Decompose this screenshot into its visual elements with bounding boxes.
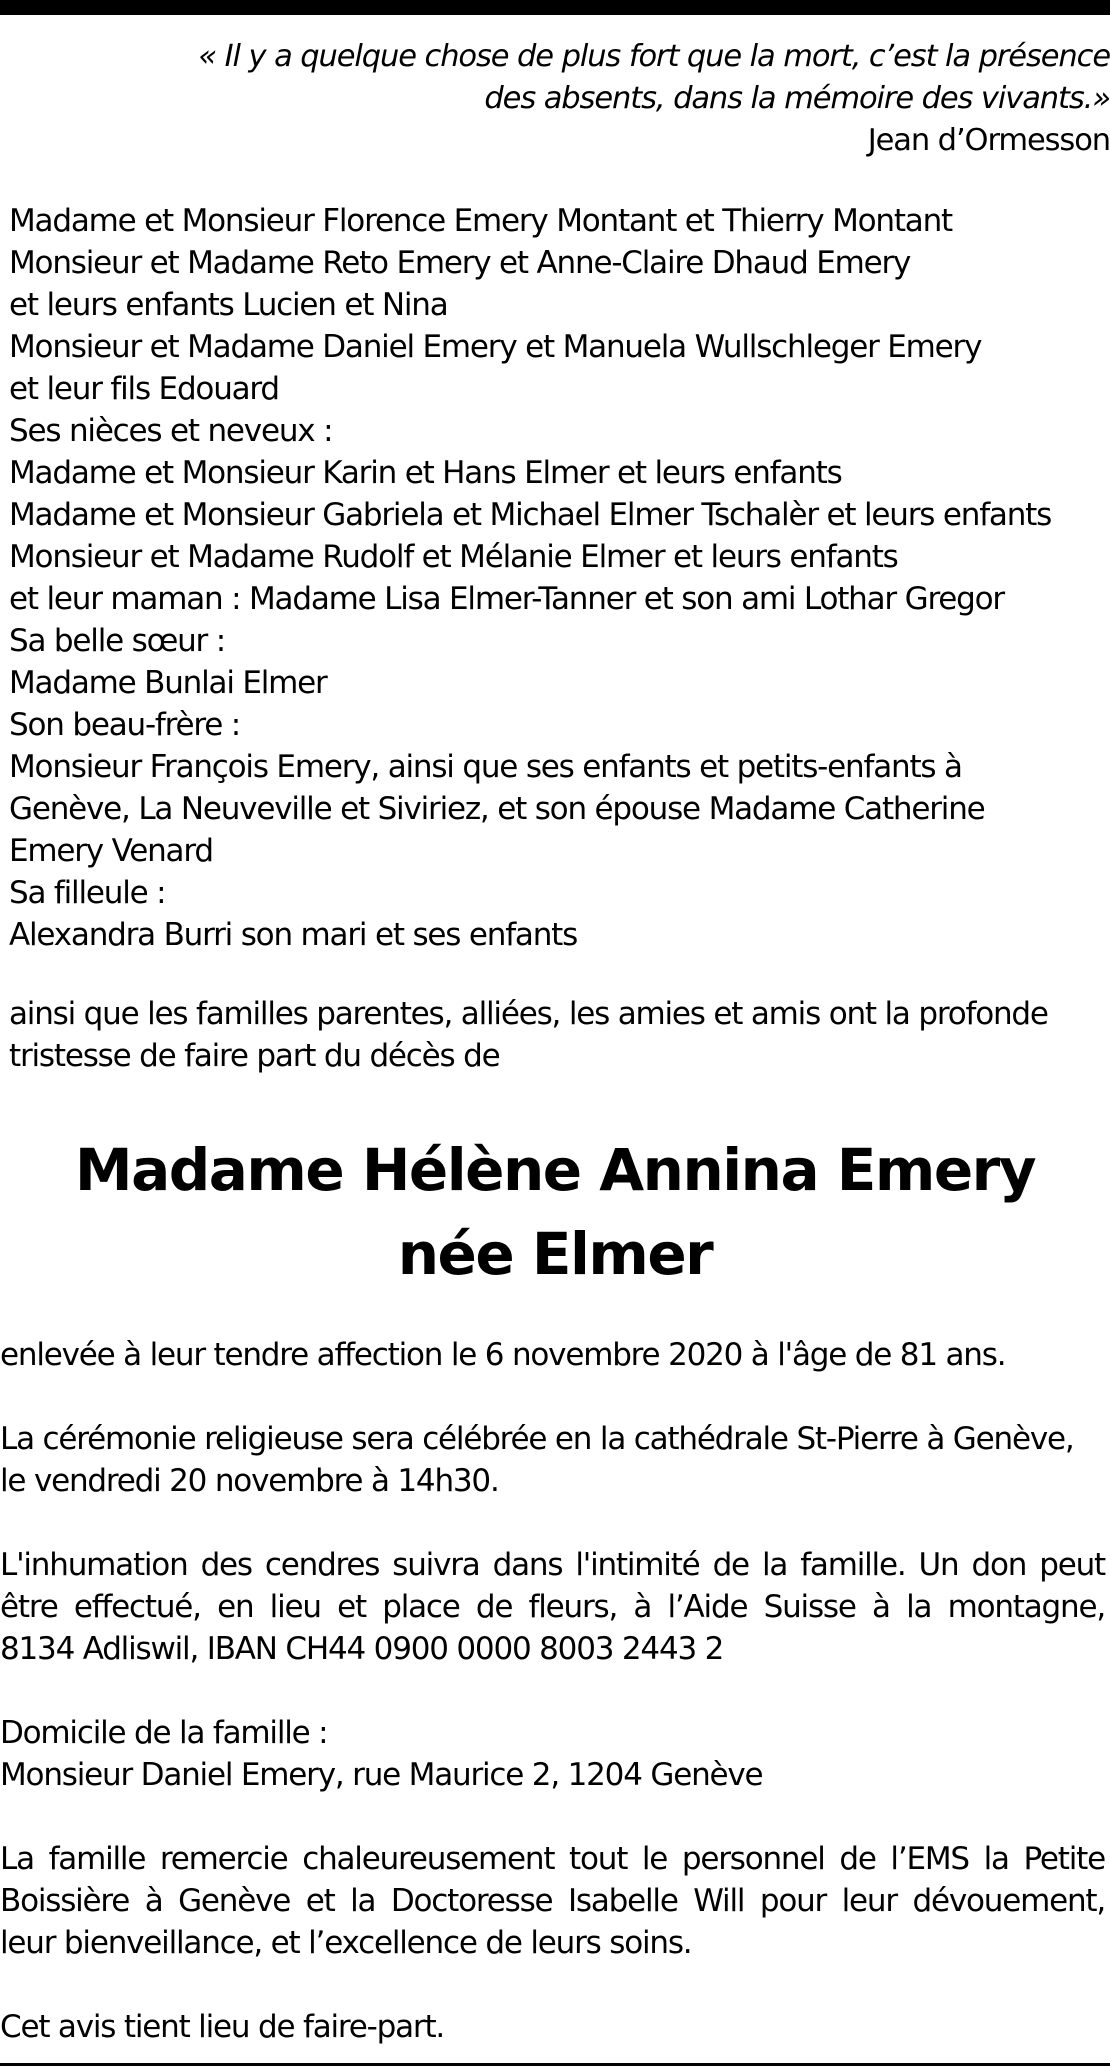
quote-line-1: « Il y a quelque chose de plus fort que la mort, c’est la présence: [198, 39, 1110, 74]
family-line: Monsieur et Madame Daniel Emery et Manuela Wullschleger Emery: [9, 329, 982, 365]
deceased-maiden-name: née Elmer: [397, 1220, 713, 1288]
ceremony-paragraph: [0, 1418, 1105, 1502]
domicile-address: Monsieur Daniel Emery, rue Maurice 2, 1204 Genève: [0, 1757, 763, 1793]
thanks-line-1: La famille remercie chaleureusement tout le personnel de l’EMS la Petite: [0, 1841, 1105, 1877]
burial-paragraph: [0, 1544, 1105, 1670]
deceased-heading: [0, 1128, 1110, 1296]
thanks-paragraph: [0, 1838, 1105, 1964]
family-line: Sa filleule :: [9, 875, 166, 911]
family-line: Madame et Monsieur Karin et Hans Elmer et leurs enfants: [9, 455, 842, 491]
family-line: Ses nièces et neveux :: [9, 413, 333, 449]
top-rule: [0, 0, 1110, 15]
family-list: [9, 200, 1104, 956]
thanks-line-2: Boissière à Genève et la Doctoresse Isabelle Will pour leur dévouement,: [0, 1883, 1105, 1919]
death-paragraph: [0, 1334, 1105, 1376]
family-line: et leurs enfants Lucien et Nina: [9, 287, 448, 323]
family-line: Son beau-frère :: [9, 707, 241, 743]
ceremony-line-1: La cérémonie religieuse sera célébrée en la cathédrale St-Pierre à Genève,: [0, 1421, 1074, 1457]
burial-line-2: être effectué, en lieu et place de fleurs, à l’Aide Suisse à la montagne,: [0, 1589, 1105, 1625]
family-line: Alexandra Burri son mari et ses enfants: [9, 917, 578, 953]
family-line: Genève, La Neuveville et Siviriez, et son épouse Madame Catherine: [9, 791, 985, 827]
family-line: Madame Bunlai Elmer: [9, 665, 327, 701]
notice-paragraph: [0, 2006, 1105, 2048]
family-line: Monsieur François Emery, ainsi que ses enfants et petits-enfants à: [9, 749, 962, 785]
domicile-label: Domicile de la famille :: [0, 1715, 328, 1751]
family-line: et leur maman : Madame Lisa Elmer-Tanner et son ami Lothar Gregor: [9, 581, 1004, 617]
death-line: enlevée à leur tendre affection le 6 novembre 2020 à l'âge de 81 ans.: [0, 1337, 1006, 1373]
quote-author: Jean d’Ormesson: [867, 123, 1110, 158]
epigraph-quote: [10, 36, 1110, 162]
family-line: Monsieur et Madame Rudolf et Mélanie Elmer et leurs enfants: [9, 539, 898, 575]
intro-paragraph: [9, 993, 1104, 1077]
family-line: Madame et Monsieur Florence Emery Montant et Thierry Montant: [9, 203, 953, 239]
intro-line-1: ainsi que les familles parentes, alliées, les amies et amis ont la profonde: [9, 996, 1048, 1032]
domicile-paragraph: [0, 1712, 1105, 1796]
quote-line-2: des absents, dans la mémoire des vivants.»: [484, 81, 1110, 116]
deceased-name: Madame Hélène Annina Emery: [74, 1136, 1036, 1204]
family-line: Emery Venard: [9, 833, 213, 869]
details-section: [0, 1334, 1105, 2048]
burial-line-3: 8134 Adliswil, IBAN CH44 0900 0000 8003 2443 2: [0, 1631, 724, 1667]
family-line: Sa belle sœur :: [9, 623, 225, 659]
ceremony-line-2: le vendredi 20 novembre à 14h30.: [0, 1463, 499, 1499]
family-line: Madame et Monsieur Gabriela et Michael Elmer Tschalèr et leurs enfants: [9, 497, 1052, 533]
family-line: Monsieur et Madame Reto Emery et Anne-Claire Dhaud Emery: [9, 245, 911, 281]
thanks-line-3: leur bienveillance, et l’excellence de leurs soins.: [0, 1925, 692, 1961]
burial-line-1: L'inhumation des cendres suivra dans l'intimité de la famille. Un don peut: [0, 1547, 1105, 1583]
notice-line: Cet avis tient lieu de faire-part.: [0, 2009, 445, 2045]
intro-line-2: tristesse de faire part du décès de: [9, 1038, 500, 1074]
family-line: et leur fils Edouard: [9, 371, 279, 407]
